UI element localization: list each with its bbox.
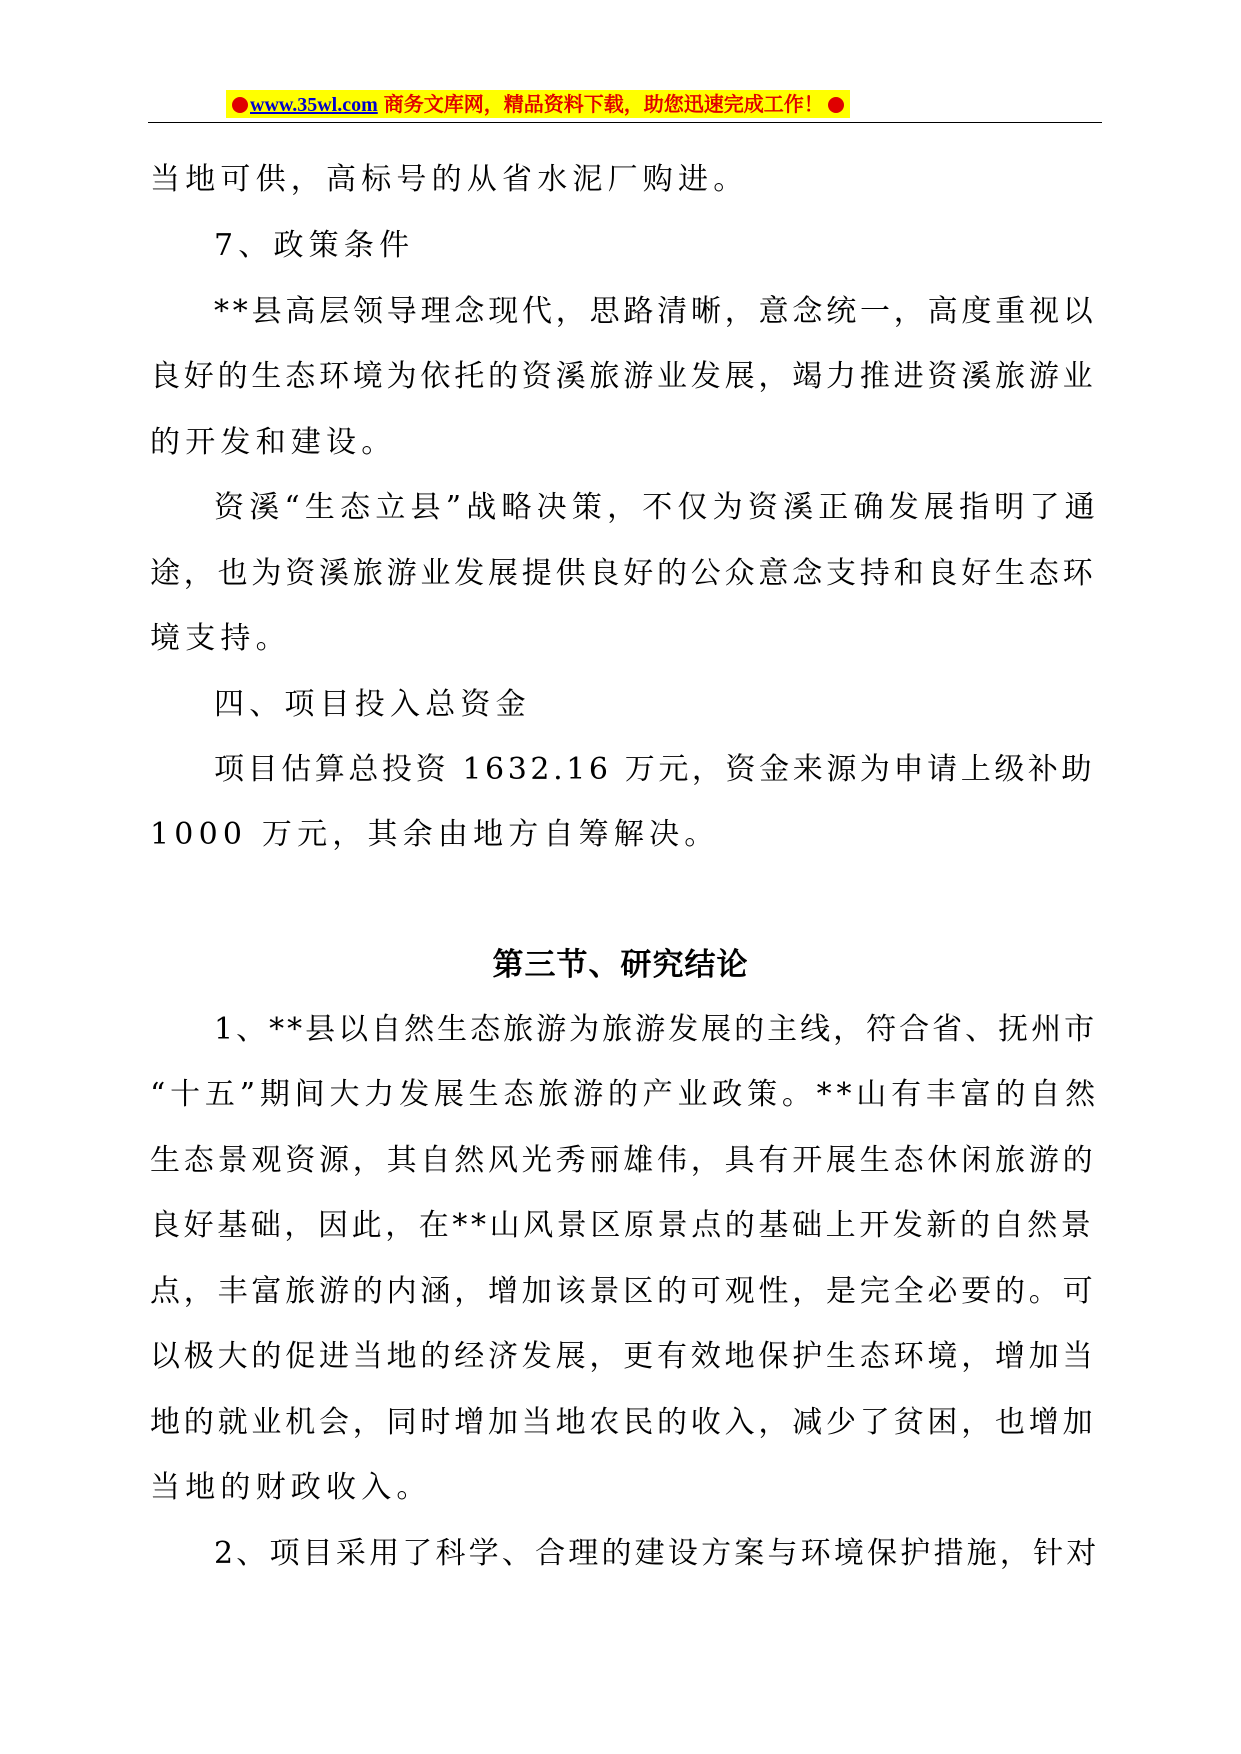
page-header bbox=[148, 90, 1102, 126]
paragraph-line: **县高层领导理念现代，思路清晰，意念统一，高度重视以 bbox=[214, 294, 1097, 329]
paragraph-line: 点，丰富旅游的内涵，增加该景区的可观性，是完全必要的。可 bbox=[150, 1274, 1097, 1309]
paragraph-line: 良好基础，因此，在**山风景区原景点的基础上开发新的自然景 bbox=[150, 1208, 1095, 1243]
subheading-investment: 四、项目投入总资金 bbox=[214, 687, 531, 722]
paragraph-line: 地的就业机会，同时增加当地农民的收入，减少了贫困，也增加 bbox=[150, 1405, 1097, 1440]
header-divider bbox=[148, 122, 1102, 123]
paragraph-line: 当地的财政收入。 bbox=[150, 1470, 432, 1505]
paragraph-line: 良好的生态环境为依托的资溪旅游业发展，竭力推进资溪旅游业 bbox=[150, 359, 1097, 394]
paragraph-line: 2、项目采用了科学、合理的建设方案与环境保护措施，针对 bbox=[214, 1536, 1100, 1571]
red-dot-icon bbox=[232, 97, 248, 113]
paragraph-line: 项目估算总投资 1632.16 万元，资金来源为申请上级补助 bbox=[214, 752, 1096, 787]
header-banner bbox=[226, 90, 850, 118]
header-link[interactable]: www.35wl.com bbox=[250, 94, 378, 116]
subheading-policy: 7、政策条件 bbox=[214, 228, 415, 263]
paragraph-line: 境支持。 bbox=[150, 621, 291, 656]
paragraph-line: 1000 万元，其余由地方自筹解决。 bbox=[150, 817, 720, 852]
paragraph-line: 1、**县以自然生态旅游为旅游发展的主线，符合省、抚州市 bbox=[214, 1012, 1098, 1047]
red-dot-icon bbox=[828, 97, 844, 113]
paragraph-line: 当地可供，高标号的从省水泥厂购进。 bbox=[150, 162, 749, 197]
section-heading: 第三节、研究结论 bbox=[492, 947, 749, 983]
paragraph-line: 生态景观资源，其自然风光秀丽雄伟，具有开展生态休闲旅游的 bbox=[150, 1143, 1097, 1178]
paragraph-line: 的开发和建设。 bbox=[150, 425, 397, 460]
paragraph-line: 以极大的促进当地的经济发展，更有效地保护生态环境，增加当 bbox=[150, 1339, 1097, 1374]
header-slogan: 商务文库网，精品资料下载，助您迅速完成工作！ bbox=[383, 92, 824, 116]
paragraph-line: 资溪“生态立县”战略决策，不仅为资溪正确发展指明了通 bbox=[214, 490, 1100, 525]
paragraph-line: 途，也为资溪旅游业发展提供良好的公众意念支持和良好生态环 bbox=[150, 556, 1097, 591]
paragraph-line: “十五”期间大力发展生态旅游的产业政策。**山有丰富的自然 bbox=[150, 1077, 1100, 1112]
